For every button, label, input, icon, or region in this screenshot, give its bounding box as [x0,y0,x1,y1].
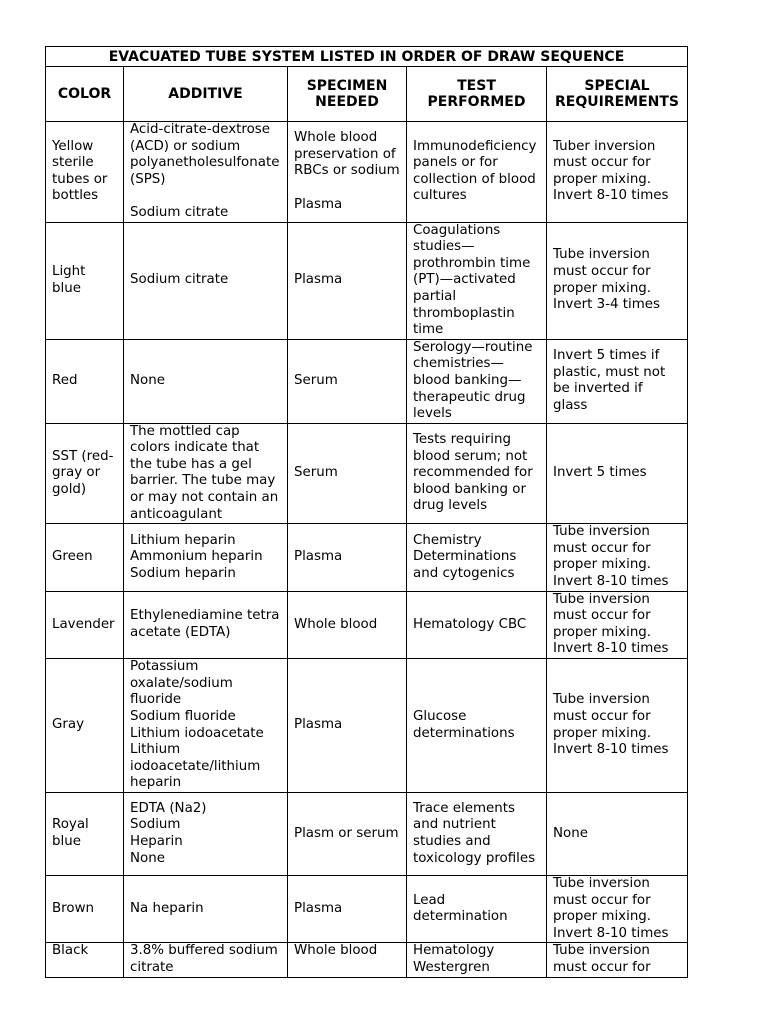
cell-test: Hematology CBC [407,591,547,658]
cell-special: Tube inversion must occur for proper mixing. Invert 8-10 times [547,659,688,793]
cell-test: Chemistry Determinations and cytogenics [407,524,547,591]
cell-color: Lavender [46,591,124,658]
cell-color: Yellow sterile tubes or bottles [46,122,124,223]
table-row [46,943,688,977]
cell-test: Coagulations studies—prothrombin time (PT)—activated partial thromboplastin time [407,222,547,339]
table-row [46,339,688,423]
cell-special: Tuber inversion must occur for proper mixing. Invert 8-10 times [547,122,688,223]
table-row [46,122,688,223]
cell-special: Tube inversion must occur for proper mixing. Invert 3-4 times [547,222,688,339]
cell-additive: Ethylenediamine tetra acetate (EDTA) [124,591,288,658]
cell-special: Tube inversion must occur for proper mixing. Invert 8-10 times [547,876,688,943]
cell-specimen: Plasma [288,876,407,943]
cell-special: Tube inversion must occur for proper mixing. Invert 8-10 times [547,524,688,591]
cell-color: Light blue [46,222,124,339]
cell-test: Tests requiring blood serum; not recommended for blood banking or drug levels [407,423,547,524]
cell-color: Black [46,943,124,977]
table-row [46,222,688,339]
cell-test: Lead determination [407,876,547,943]
cell-test: Serology—routine chemistries—blood banking—therapeutic drug levels [407,339,547,423]
cell-additive: The mottled cap colors indicate that the tube has a gel barrier. The tube may or may not contain an anticoagulant [124,423,288,524]
cell-specimen: Serum [288,339,407,423]
cell-additive: Lithium heparin Ammonium heparin Sodium heparin [124,524,288,591]
cell-color: Brown [46,876,124,943]
cell-color: Green [46,524,124,591]
table-row [46,524,688,591]
cell-specimen: Serum [288,423,407,524]
table-row [46,423,688,524]
cell-special: Invert 5 times if plastic, must not be inverted if glass [547,339,688,423]
cell-specimen: Whole blood preservation of RBCs or sodium Plasma [288,122,407,223]
cell-additive: None [124,339,288,423]
cell-special: Invert 5 times [547,423,688,524]
cell-test: Glucose determinations [407,659,547,793]
table-row [46,793,688,876]
header-row [46,67,688,122]
cell-specimen: Whole blood [288,591,407,658]
cell-specimen: Plasm or serum [288,793,407,876]
table-row [46,591,688,658]
cell-test: Immunodeficiency panels or for collection of blood cultures [407,122,547,223]
cell-color: SST (red-gray or gold) [46,423,124,524]
cell-specimen: Whole blood [288,943,407,977]
table-row [46,659,688,793]
draw-sequence-table [45,46,688,978]
column-header-specimen: SPECIMEN NEEDED [288,67,407,122]
cell-test: Trace elements and nutrient studies and toxicology profiles [407,793,547,876]
column-header-color: COLOR [46,67,124,122]
cell-specimen: Plasma [288,524,407,591]
cell-color: Gray [46,659,124,793]
cell-additive: Sodium citrate [124,222,288,339]
cell-specimen: Plasma [288,659,407,793]
cell-color: Royal blue [46,793,124,876]
cell-additive: Potassium oxalate/sodium fluoride Sodium fluoride Lithium iodoacetate Lithium iodoacetate/lithium heparin [124,659,288,793]
cell-special: None [547,793,688,876]
cell-special: Tube inversion must occur for proper mixing. Invert 8-10 times [547,591,688,658]
table-row [46,876,688,943]
cell-specimen: Plasma [288,222,407,339]
cell-test: Hematology Westergren [407,943,547,977]
cell-color: Red [46,339,124,423]
cell-additive: 3.8% buffered sodium citrate [124,943,288,977]
cell-special: Tube inversion must occur for [547,943,688,977]
column-header-special: SPECIAL REQUIREMENTS [547,67,688,122]
title-row [46,47,688,67]
cell-additive: Na heparin [124,876,288,943]
cell-additive: EDTA (Na2) Sodium Heparin None [124,793,288,876]
column-header-test: TEST PERFORMED [407,67,547,122]
table-title: EVACUATED TUBE SYSTEM LISTED IN ORDER OF DRAW SEQUENCE [46,47,688,67]
column-header-additive: ADDITIVE [124,67,288,122]
cell-additive: Acid-citrate-dextrose (ACD) or sodium polyanetholesulfonate (SPS) Sodium citrate [124,122,288,223]
